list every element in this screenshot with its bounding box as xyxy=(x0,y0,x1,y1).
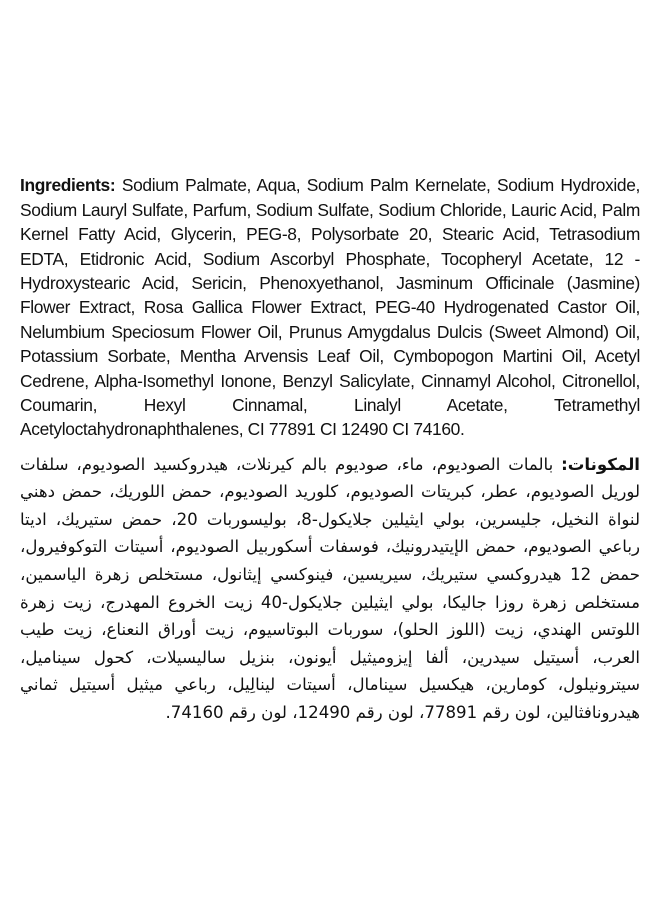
english-ingredients-label: Ingredients: xyxy=(20,175,116,196)
arabic-ingredients-paragraph xyxy=(20,451,640,727)
english-ingredients-paragraph xyxy=(20,173,640,441)
english-ingredients-text: Sodium Palmate, Aqua, Sodium Palm Kernelate, Sodium Hydroxide, Sodium Lauryl Sulfate, Parfum, Sodium Sulfate, Sodium Chloride, Lauric Acid, Palm Kernel Fatty Acid, Glycerin, PEG-8, Polysorbate 20, Stearic Acid, Tetrasodium EDTA, Etidronic Acid, Sodium Ascorbyl Phosphate, Tocopheryl Acetate, 12 - Hydroxystearic Acid, Sericin, Phenoxyethanol, Jasminum Officinale (Jasmine) Flower Extract, Rosa Gallica Flower Extract, PEG-40 Hydrogenated Castor Oil, Nelumbium Speciosum Flower Oil, Prunus Amygdalus Dulcis (Sweet Almond) Oil, Potassium Sorbate, Mentha Arvensis Leaf Oil, Cymbopogon Martini Oil, Acetyl Cedrene, Alpha-Isomethyl Ionone, Benzyl Salicylate, Cinnamyl Alcohol, Citronellol, Coumarin, Hexyl Cinnamal, Linalyl Acetate, Tetramethyl Acetyloctahydronaphthalenes, CI 77891 CI 12490 CI 74160. xyxy=(20,175,640,440)
arabic-ingredients-text: بالمات الصوديوم، ماء، صوديوم بالم كيرنلات، هيدروكسيد الصوديوم، سلفات لوريل الصوديوم، عطر، كبريتات الصوديوم، كلوريد الصوديوم، حمض اللوريك، حمض دهني لنواة النخيل، جليسرين، بولي ايثيلين جلايكول-8، بوليسوربات 20، حمض ستيريك، اديتا رباعي الصوديوم، حمض الإيتيدرونيك، فوسفات أسكوربيل الصوديوم، أسيتات التوكوفيرول، حمض 12 هيدروكسي ستيريك، سيريسين، فينوكسي إيثانول، مستخلص زهرة الياسمين، مستخلص زهرة روزا جاليكا، بولي ايثيلين جلايكول-40 زيت الخروع المهدرج، زيت زهرة اللوتس الهندي، زيت (اللوز الحلو)، سوربات البوتاسيوم، زيت أوراق النعناع، زيت طيب العرب، أسيتيل سيدرين، ألفا إيزوميثيل أيونون، بنزيل ساليسيلات، كحول سيناميل، سيترونيلول، كومارين، هيكسيل سينامال، أسيتات لينالِيل، رباعي ميثيل أسيتيل ثماني هيدرونافثالين، لون رقم 77891، لون رقم 12490، لون رقم 74160. xyxy=(20,454,641,722)
arabic-ingredients-label: المكونات: xyxy=(561,454,640,474)
